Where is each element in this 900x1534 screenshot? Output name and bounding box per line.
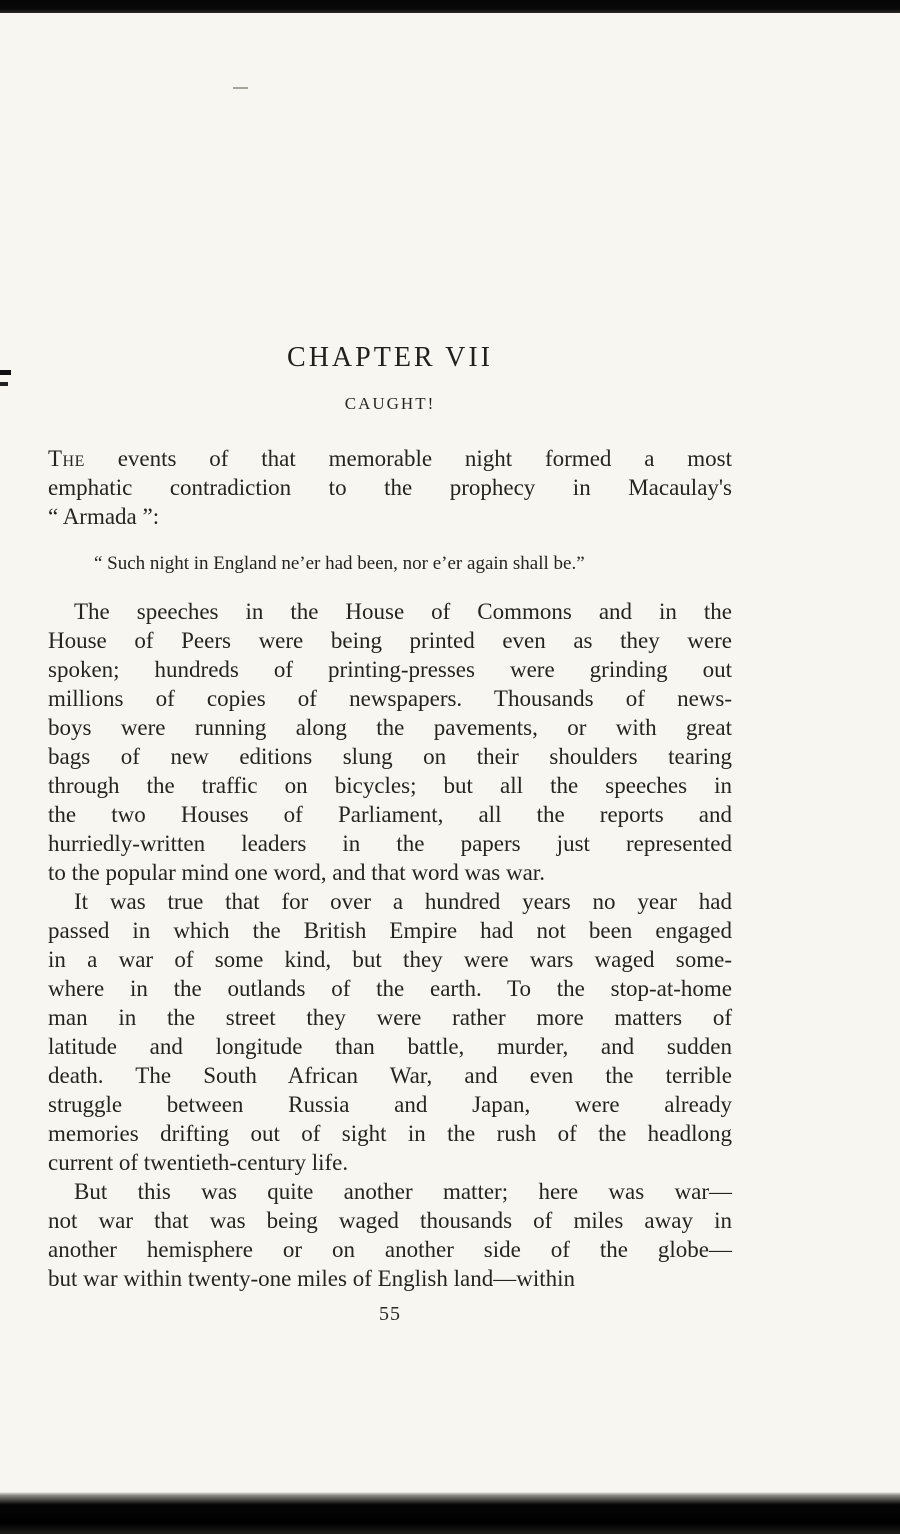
paragraph <box>48 1177 732 1293</box>
scan-artifact-edge-mark <box>0 382 8 386</box>
chapter-heading: CHAPTER VII <box>287 342 493 373</box>
scan-artifact-bottom-bar <box>0 1492 900 1534</box>
text-line: current of twentieth-century life. <box>48 1150 349 1175</box>
text-line: But this was quite another matter; here was war— <box>74 1179 732 1204</box>
text-line: The events of that memorable night formed a most <box>48 446 732 471</box>
text-line: It was true that for over a hundred years no year had <box>74 889 732 914</box>
lead-word: The <box>48 446 85 471</box>
paragraph <box>48 597 732 887</box>
text-line: where in the outlands of the earth. To the stop-at-home <box>48 976 732 1001</box>
text-line: through the traffic on bicycles; but all the speeches in <box>48 773 732 798</box>
text-line: to the popular mind one word, and that word was war. <box>48 860 545 885</box>
chapter-subtitle: CAUGHT! <box>344 394 436 413</box>
text-line: but war within twenty-one miles of English land—within <box>48 1266 576 1291</box>
text-line: spoken; hundreds of printing-presses were grinding out <box>48 657 732 682</box>
body-text <box>48 444 732 1293</box>
text-line: hurriedly-written leaders in the papers just represented <box>48 831 732 856</box>
text-line: The speeches in the House of Commons and in the <box>74 599 732 624</box>
text-line: latitude and longitude than battle, murder, and sudden <box>48 1034 732 1059</box>
text-line: “ Armada ”: <box>48 504 160 529</box>
text-line: not war that was being waged thousands of miles away in <box>48 1208 732 1233</box>
text-line: emphatic contradiction to the prophecy in Macaulay's <box>48 475 732 500</box>
text-line: passed in which the British Empire had not been engaged <box>48 918 732 943</box>
text-line: millions of copies of newspapers. Thousands of news- <box>48 686 732 711</box>
text-line: another hemisphere or on another side of the globe— <box>48 1237 732 1262</box>
text-line: “ Such night in England ne’er had been, nor e’er again shall be.” <box>94 553 585 574</box>
text-line: death. The South African War, and even the terrible <box>48 1063 732 1088</box>
text-line: the two Houses of Parliament, all the reports and <box>48 802 732 827</box>
text-line: memories drifting out of sight in the rush of the headlong <box>48 1121 732 1146</box>
text-line: struggle between Russia and Japan, were already <box>48 1092 732 1117</box>
text-line: bags of new editions slung on their shoulders tearing <box>48 744 732 769</box>
paragraph <box>48 887 732 1177</box>
text-line: boys were running along the pavements, or with great <box>48 715 732 740</box>
text-line: House of Peers were being printed even as they were <box>48 628 732 653</box>
verse-quote <box>48 552 732 576</box>
scan-artifact-edge-mark <box>0 370 11 375</box>
text-line: man in the street they were rather more matters of <box>48 1005 732 1030</box>
page-number: 55 <box>379 1303 401 1325</box>
paragraph <box>48 444 732 531</box>
book-page <box>48 0 732 1326</box>
text-line: in a war of some kind, but they were wars waged some- <box>48 947 732 972</box>
